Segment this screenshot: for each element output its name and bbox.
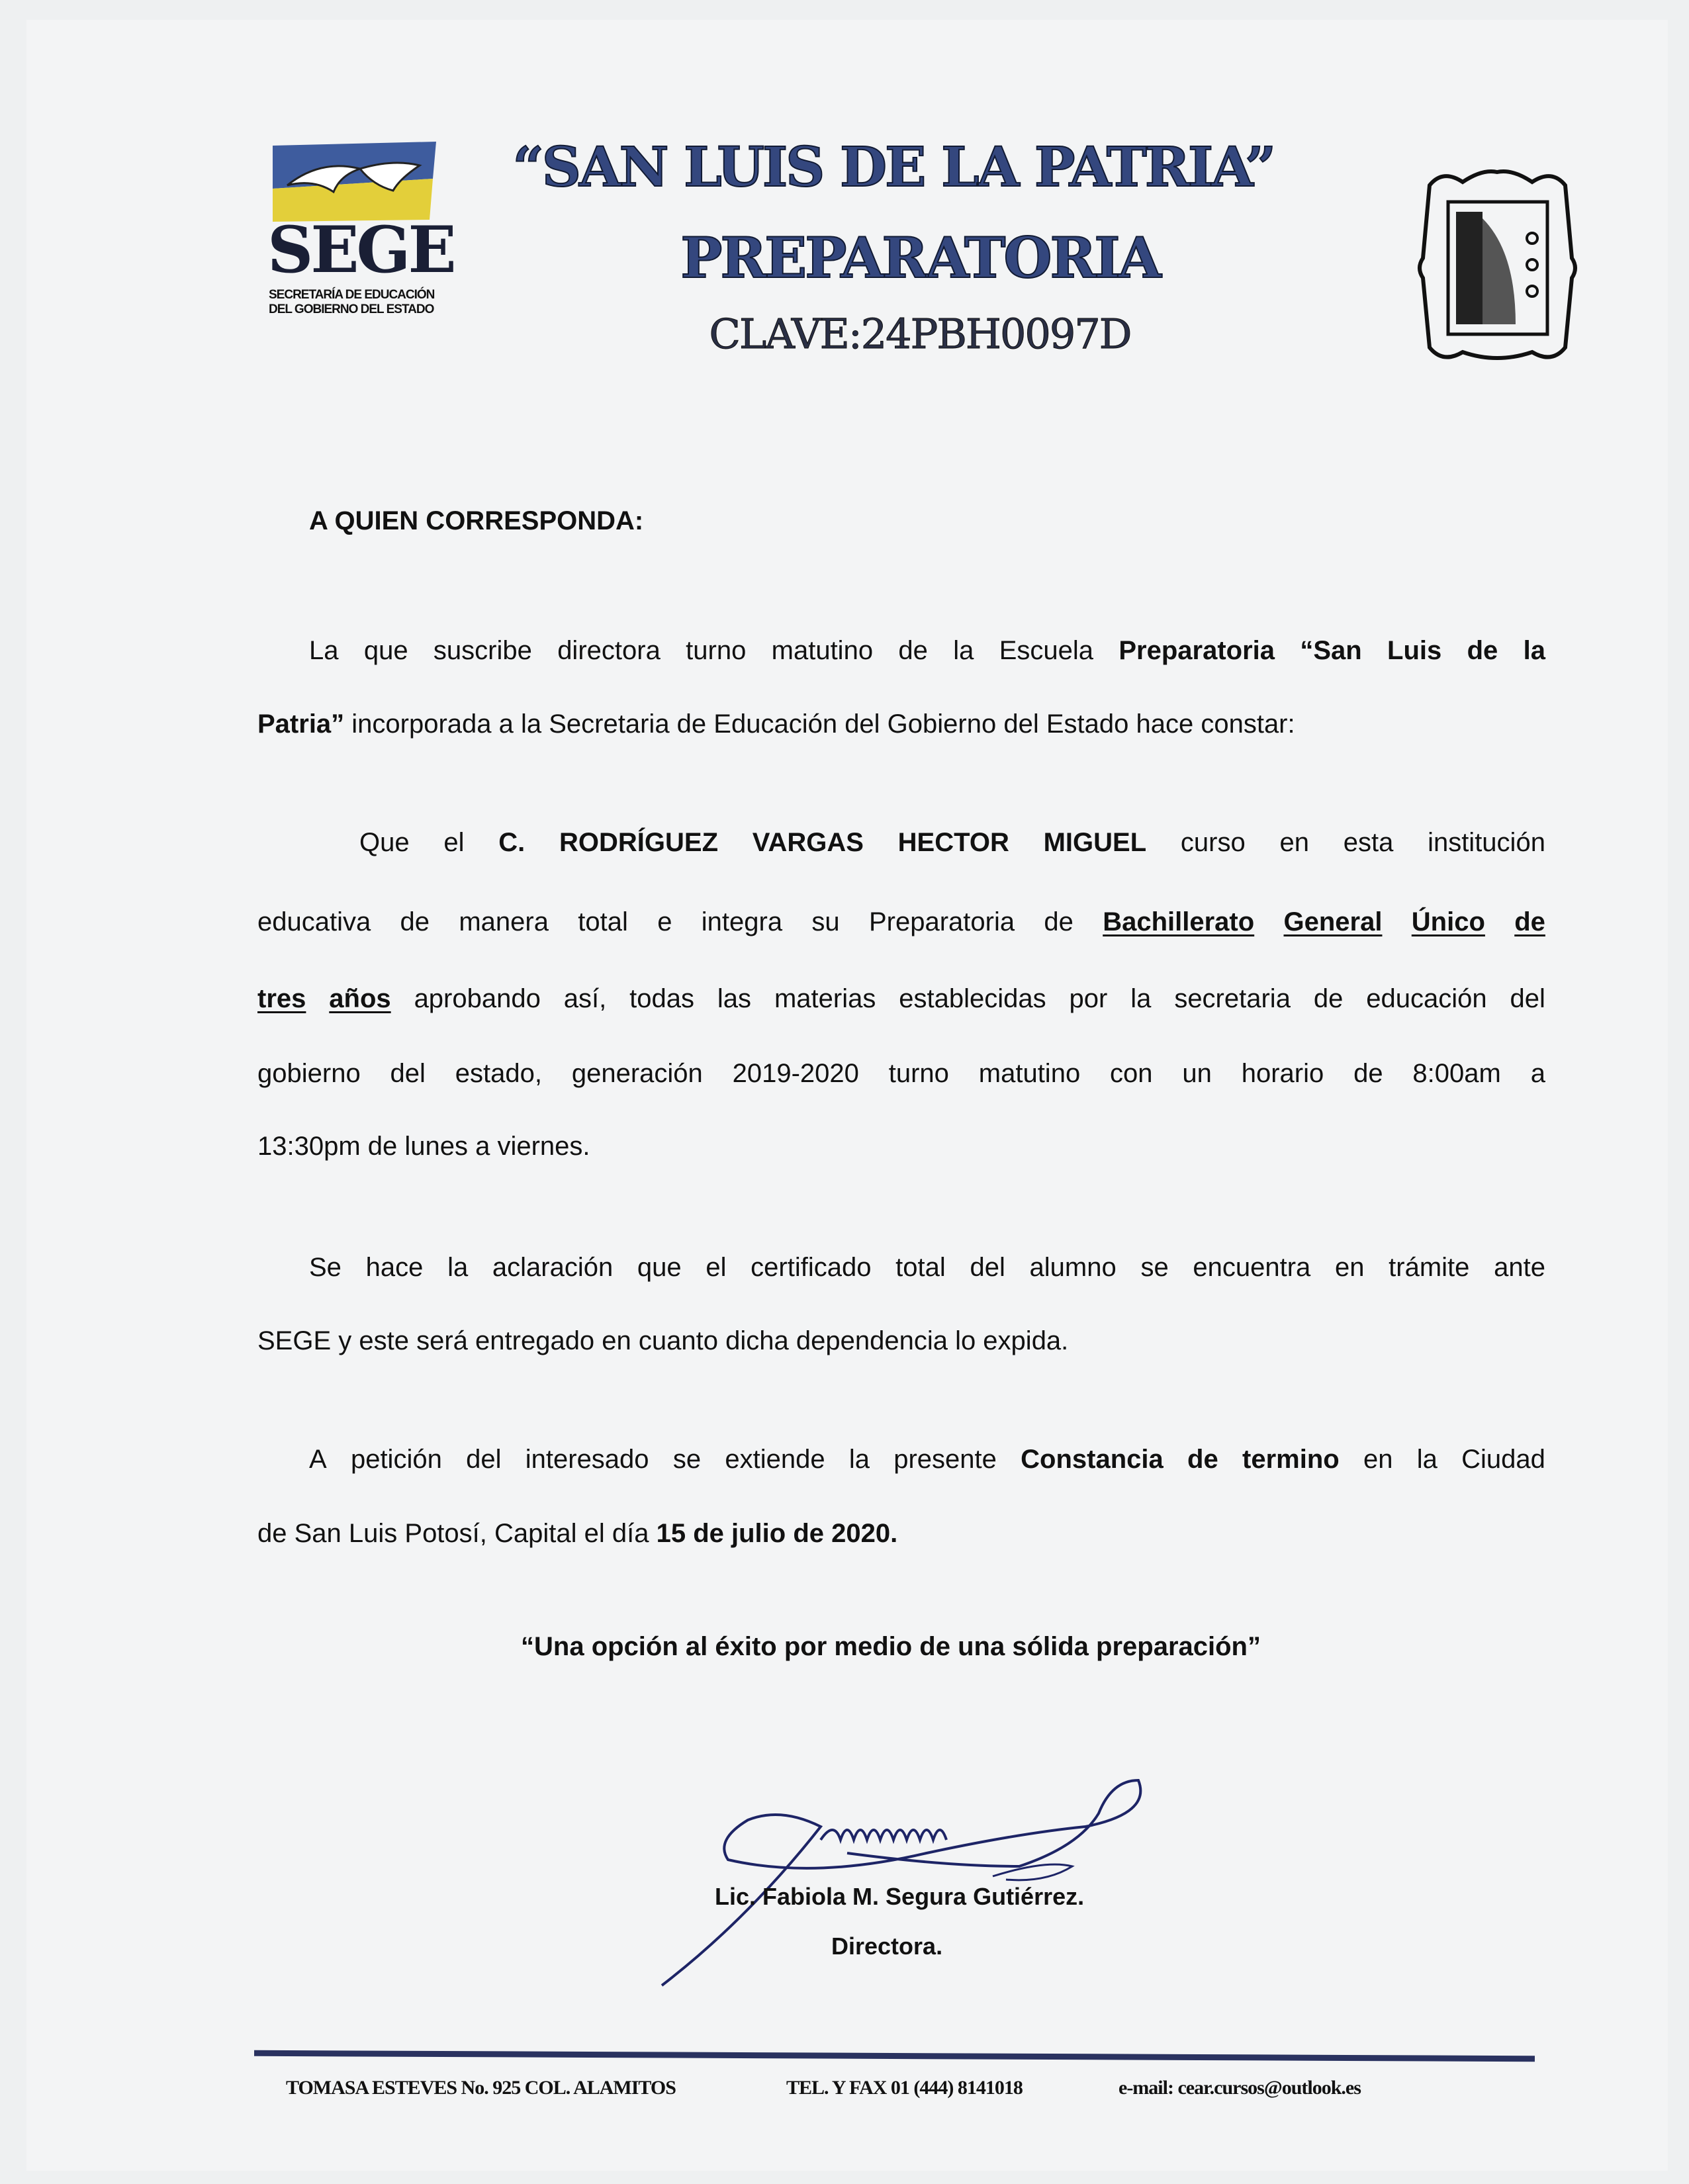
word: suscribe bbox=[433, 636, 532, 665]
word: matutino bbox=[771, 636, 874, 665]
word: su bbox=[811, 907, 840, 936]
word: encuentra bbox=[1193, 1253, 1311, 1282]
word: la bbox=[447, 1253, 469, 1282]
sege-logo-subtitle-1: SECRETARÍA DE EDUCACIÓN bbox=[269, 288, 435, 302]
word: años bbox=[329, 984, 391, 1013]
sege-logo bbox=[267, 139, 479, 318]
school-clave: CLAVE:24PBH0097D bbox=[709, 310, 1131, 358]
word: las bbox=[717, 984, 752, 1013]
word: así, bbox=[563, 984, 607, 1013]
word: del bbox=[1510, 984, 1545, 1013]
word: en bbox=[1334, 1253, 1365, 1282]
word: Que bbox=[359, 828, 410, 857]
body-line bbox=[309, 1249, 1545, 1286]
word: del bbox=[390, 1059, 426, 1088]
word: Se bbox=[309, 1253, 342, 1282]
word: en bbox=[1279, 828, 1309, 857]
word: a bbox=[1530, 1059, 1545, 1088]
word: la bbox=[1523, 636, 1545, 665]
word: “San bbox=[1300, 636, 1362, 665]
bold-text: Patria” bbox=[257, 709, 345, 739]
word: se bbox=[672, 1445, 702, 1474]
body-line bbox=[257, 705, 1545, 743]
word: horario bbox=[1241, 1059, 1324, 1088]
word: aprobando bbox=[414, 984, 541, 1013]
word: ante bbox=[1494, 1253, 1545, 1282]
school-type: PREPARATORIA bbox=[680, 225, 1160, 291]
footer-phone: TEL. Y FAX 01 (444) 8141018 bbox=[786, 2077, 1023, 2099]
word: gobierno bbox=[257, 1059, 361, 1088]
body-text: de San Luis Potosí, Capital el día bbox=[257, 1519, 657, 1548]
word: institución bbox=[1428, 828, 1545, 857]
word: la bbox=[848, 1445, 870, 1474]
word: esta bbox=[1343, 828, 1394, 857]
sege-logo-text: SEGE bbox=[267, 212, 454, 287]
word: total bbox=[895, 1253, 946, 1282]
word: la bbox=[1130, 984, 1152, 1013]
word: aclaración bbox=[492, 1253, 614, 1282]
salutation: A QUIEN CORRESPONDA: bbox=[309, 506, 644, 535]
word: A bbox=[309, 1445, 327, 1474]
body-line bbox=[257, 1055, 1545, 1092]
word: generación bbox=[571, 1059, 703, 1088]
word: todas bbox=[629, 984, 695, 1013]
word: 8:00am bbox=[1412, 1059, 1501, 1088]
word: el bbox=[443, 828, 465, 857]
word: 2019-2020 bbox=[732, 1059, 859, 1088]
word: Ciudad bbox=[1461, 1445, 1545, 1474]
word: el bbox=[706, 1253, 727, 1282]
word: Preparatoria bbox=[1118, 636, 1275, 665]
word: secretaria bbox=[1174, 984, 1291, 1013]
coat-of-arms-seal bbox=[1416, 165, 1578, 367]
motto: “Una opción al éxito por medio de una sólida preparación” bbox=[521, 1632, 1261, 1661]
word: Constancia bbox=[1021, 1445, 1164, 1474]
word: de bbox=[1353, 1059, 1383, 1088]
word: con bbox=[1110, 1059, 1153, 1088]
word: establecidas bbox=[899, 984, 1046, 1013]
word: petición bbox=[350, 1445, 442, 1474]
word: se bbox=[1140, 1253, 1169, 1282]
footer-address: TOMASA ESTEVES No. 925 COL. ALAMITOS bbox=[286, 2077, 676, 2099]
word: trámite bbox=[1389, 1253, 1470, 1282]
word: alumno bbox=[1029, 1253, 1117, 1282]
body-line bbox=[309, 1441, 1545, 1478]
word: materias bbox=[774, 984, 876, 1013]
word: de bbox=[1044, 907, 1073, 936]
word: que bbox=[637, 1253, 682, 1282]
word: matutino bbox=[978, 1059, 1081, 1088]
word: hace bbox=[365, 1253, 424, 1282]
word: Escuela bbox=[999, 636, 1093, 665]
word: del bbox=[466, 1445, 502, 1474]
word: Único bbox=[1411, 907, 1485, 936]
word: total bbox=[578, 907, 628, 936]
word: presente bbox=[893, 1445, 997, 1474]
body-text: 13:30pm de lunes a viernes. bbox=[257, 1132, 590, 1161]
body-line bbox=[257, 1322, 1545, 1359]
word: RODRÍGUEZ bbox=[559, 828, 718, 857]
body-line bbox=[359, 824, 1545, 861]
word: certificado bbox=[751, 1253, 872, 1282]
body-text: incorporada a la Secretaria de Educación del Gobierno del Estado hace constar: bbox=[344, 709, 1295, 739]
word: de bbox=[898, 636, 928, 665]
word: VARGAS bbox=[752, 828, 864, 857]
word: Bachillerato bbox=[1103, 907, 1255, 936]
word: por bbox=[1069, 984, 1108, 1013]
word: de bbox=[1514, 907, 1545, 936]
word: del bbox=[970, 1253, 1005, 1282]
body-text: SEGE y este será entregado en cuanto dicha dependencia lo expida. bbox=[257, 1326, 1069, 1355]
word: turno bbox=[888, 1059, 949, 1088]
word: interesado bbox=[525, 1445, 649, 1474]
word: HECTOR bbox=[897, 828, 1009, 857]
body-line bbox=[309, 632, 1545, 669]
word: educación bbox=[1366, 984, 1487, 1013]
word: MIGUEL bbox=[1043, 828, 1147, 857]
word: La bbox=[309, 636, 339, 665]
word: manera bbox=[459, 907, 549, 936]
body-line bbox=[257, 1515, 1545, 1552]
body-line bbox=[257, 903, 1545, 940]
signatory-name: Lic. Fabiola M. Segura Gutiérrez. bbox=[715, 1883, 1085, 1910]
word: e bbox=[657, 907, 672, 936]
word: termino bbox=[1242, 1445, 1340, 1474]
bold-text: 15 de julio de 2020. bbox=[656, 1519, 898, 1548]
word: educativa bbox=[257, 907, 371, 936]
word: curso bbox=[1180, 828, 1246, 857]
word: de bbox=[1313, 984, 1344, 1013]
word: la bbox=[953, 636, 974, 665]
word: tres bbox=[257, 984, 306, 1013]
word: estado, bbox=[455, 1059, 542, 1088]
word: C. bbox=[498, 828, 525, 857]
word: directora bbox=[557, 636, 661, 665]
body-line bbox=[257, 1128, 1545, 1165]
signatory-title: Directora. bbox=[831, 1933, 943, 1960]
word: de bbox=[1467, 636, 1498, 665]
body-line bbox=[257, 980, 1545, 1017]
word: integra bbox=[701, 907, 783, 936]
word: que bbox=[363, 636, 408, 665]
word: un bbox=[1182, 1059, 1212, 1088]
word: Luis bbox=[1387, 636, 1442, 665]
word: la bbox=[1416, 1445, 1438, 1474]
footer-email: e-mail: cear.cursos@outlook.es bbox=[1118, 2077, 1361, 2099]
sege-logo-subtitle-2: DEL GOBIERNO DEL ESTADO bbox=[269, 302, 434, 316]
word: en bbox=[1363, 1445, 1393, 1474]
word: de bbox=[1187, 1445, 1218, 1474]
word: Preparatoria bbox=[868, 907, 1015, 936]
school-name: “SAN LUIS DE LA PATRIA” bbox=[512, 136, 1275, 199]
word: turno bbox=[686, 636, 747, 665]
word: extiende bbox=[725, 1445, 825, 1474]
word: General bbox=[1283, 907, 1383, 936]
sege-logo-emblem-icon bbox=[267, 139, 439, 222]
word: de bbox=[400, 907, 430, 936]
